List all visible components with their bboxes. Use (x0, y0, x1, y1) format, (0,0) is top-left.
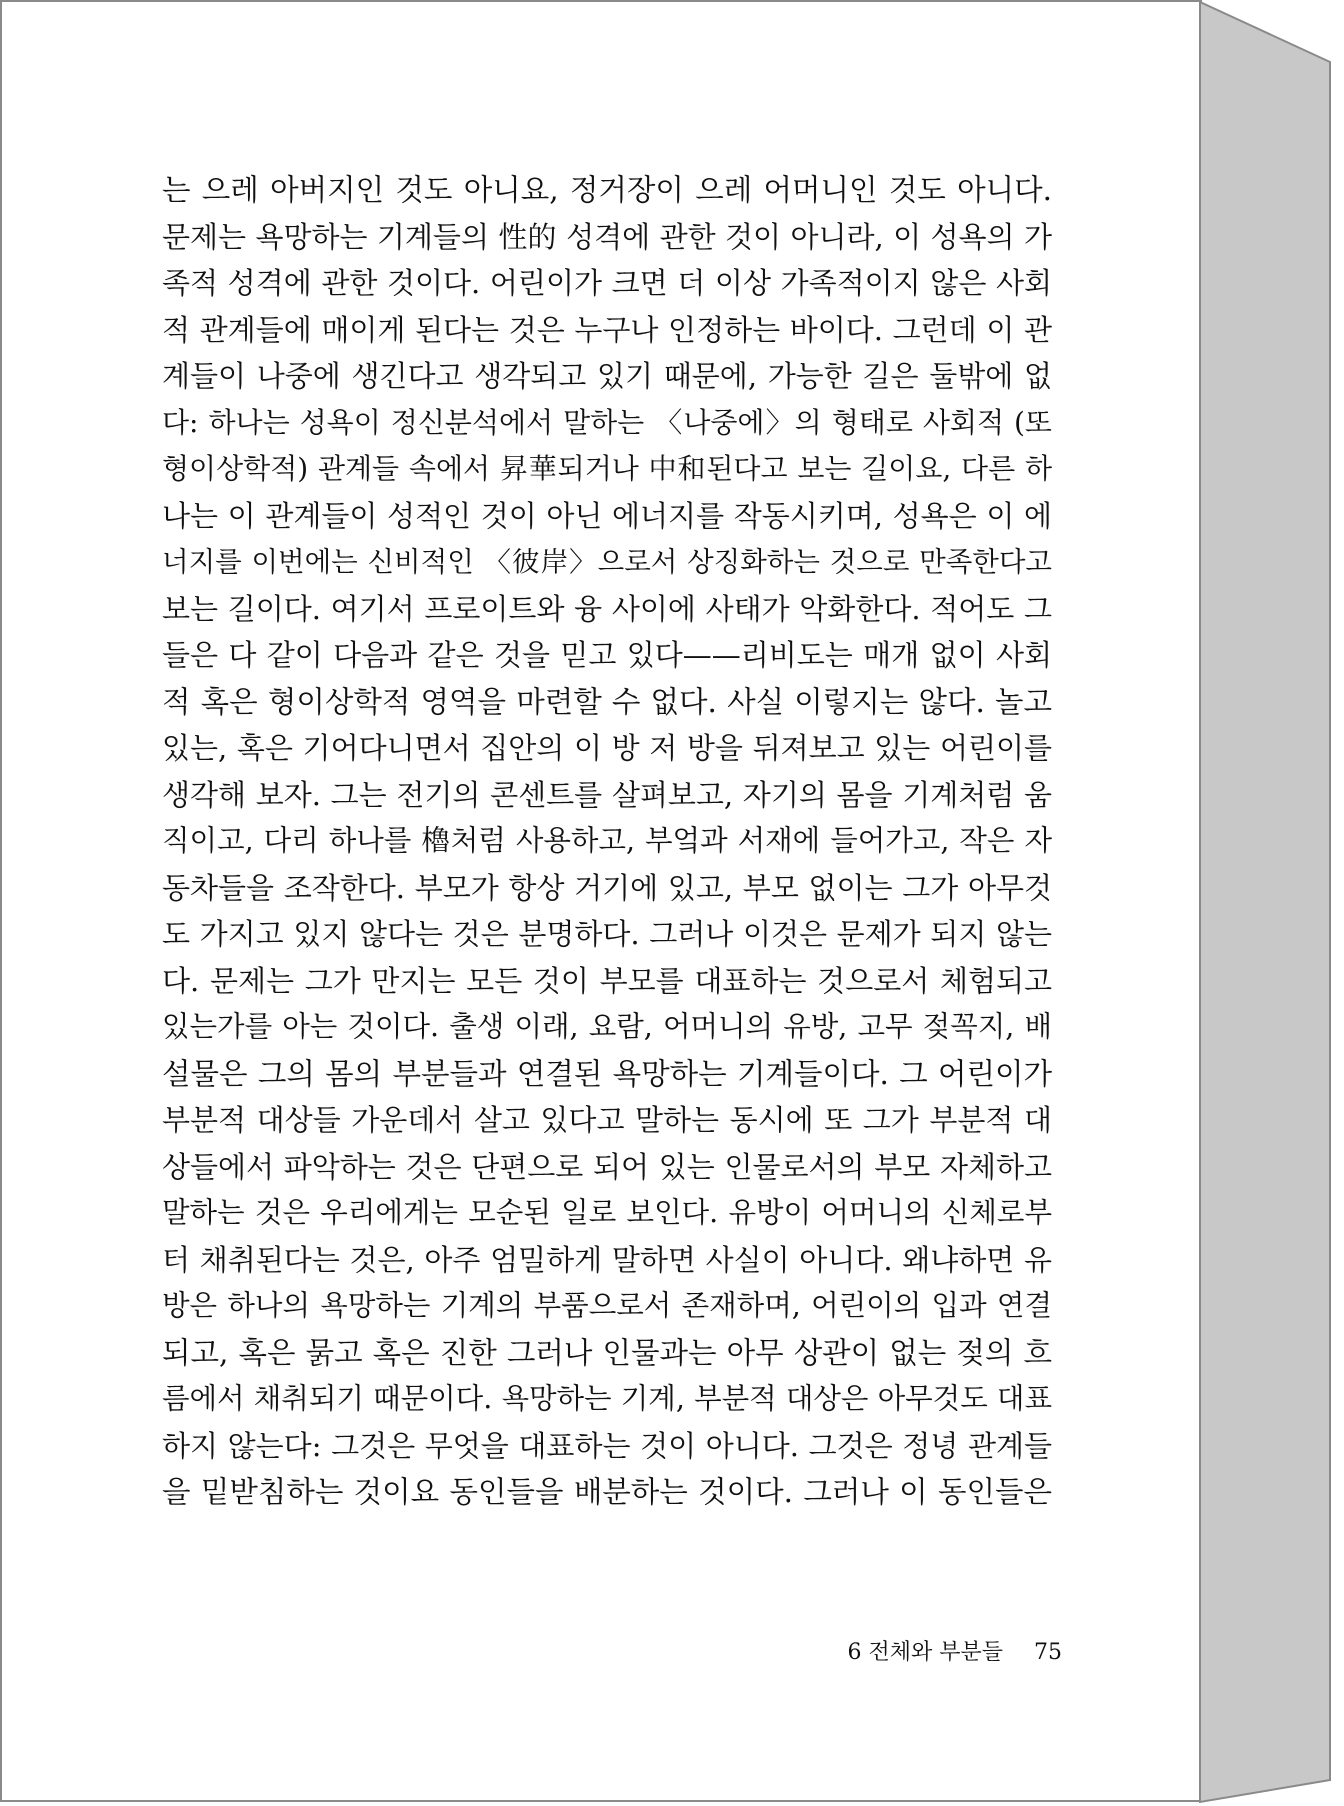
text-line: 형이상학적) 관계들 속에서 昇華되거나 中和된다고 보는 길이요, 다른 하 (162, 452, 1052, 485)
chapter-title: 6 전체와 부분들 (847, 1640, 1003, 1665)
page-number: 75 (1034, 1640, 1062, 1665)
text-line: 너지를 이번에는 신비적인 〈彼岸〉으로서 상징화하는 것으로 만족한다고 (162, 546, 1052, 578)
text-line: 생각해 보자. 그는 전기의 콘센트를 살펴보고, 자기의 몸을 기계처럼 움 (162, 777, 1052, 812)
text-line: 다. 문제는 그가 만지는 모든 것이 부모를 대표하는 것으로서 체험되고 (162, 963, 1052, 998)
text-line: 문제는 욕망하는 기계들의 性的 성격에 관한 것이 아니라, 이 성욕의 가 (162, 219, 1052, 254)
text-line: 동차들을 조작한다. 부모가 항상 거기에 있고, 부모 없이는 그가 아무것 (162, 870, 1052, 905)
text-line: 직이고, 다리 하나를 櫓처럼 사용하고, 부엌과 서재에 들어가고, 작은 자 (162, 824, 1052, 857)
text-line: 적 혹은 형이상학적 영역을 마련할 수 없다. 사실 이렇지는 않다. 놀고 (162, 684, 1052, 719)
text-line: 나는 이 관계들이 성적인 것이 아닌 에너지를 작동시키며, 성욕은 이 에 (162, 498, 1052, 533)
text-line: 을 밑받침하는 것이요 동인들을 배분하는 것이다. 그러나 이 동인들은 (162, 1475, 1052, 1509)
text-line: 있는, 혹은 기어다니면서 집안의 이 방 저 방을 뒤져보고 있는 어린이를 (162, 731, 1052, 765)
text-line: 도 가지고 있지 않다는 것은 분명하다. 그러나 이것은 문제가 되지 않는 (162, 917, 1052, 951)
text-line: 되고, 혹은 묽고 혹은 진한 그러나 인물과는 아무 상관이 없는 젖의 흐 (162, 1335, 1052, 1370)
text-line: 보는 길이다. 여기서 프로이트와 융 사이에 사태가 악화한다. 적어도 그 (162, 591, 1052, 626)
text-line: 적 관계들에 매이게 된다는 것은 누구나 인정하는 바이다. 그런데 이 관 (162, 312, 1052, 347)
text-line: 부분적 대상들 가운데서 살고 있다고 말하는 동시에 또 그가 부분적 대 (162, 1103, 1052, 1137)
text-line: 계들이 나중에 생긴다고 생각되고 있기 때문에, 가능한 길은 둘밖에 없 (162, 359, 1052, 393)
text-line: 족적 성격에 관한 것이다. 어린이가 크면 더 이상 가족적이지 않은 사회 (162, 266, 1052, 300)
text-line: 들은 다 같이 다음과 같은 것을 믿고 있다——리비도는 매개 없이 사회 (162, 638, 1052, 672)
text-line: 다: 하나는 성욕이 정신분석에서 말하는 〈나중에〉의 형태로 사회적 (또 (162, 405, 1052, 439)
text-line: 터 채취된다는 것은, 아주 엄밀하게 말하면 사실이 아니다. 왜냐하면 유 (162, 1242, 1052, 1277)
body-text (162, 167, 1052, 1516)
text-line: 는 으레 아버지인 것도 아니요, 정거장이 으레 어머니인 것도 아니다. (162, 173, 1052, 207)
text-line: 방은 하나의 욕망하는 기계의 부품으로서 존재하며, 어린이의 입과 연결 (162, 1289, 1052, 1322)
text-line: 상들에서 파악하는 것은 단편으로 되어 있는 인물로서의 부모 자체하고 (162, 1149, 1052, 1184)
text-line: 설물은 그의 몸의 부분들과 연결된 욕망하는 기계들이다. 그 어린이가 (162, 1056, 1052, 1091)
text-line: 름에서 채취되기 때문이다. 욕망하는 기계, 부분적 대상은 아무것도 대표 (162, 1382, 1052, 1415)
text-line: 하지 않는다: 그것은 무엇을 대표하는 것이 아니다. 그것은 정녕 관계들 (162, 1428, 1052, 1463)
page-footer (800, 1635, 1062, 1666)
text-line: 말하는 것은 우리에게는 모순된 일로 보인다. 유방이 어머니의 신체로부 (162, 1196, 1052, 1229)
text-line: 있는가를 아는 것이다. 출생 이래, 요람, 어머니의 유방, 고무 젖꼭지, 배 (162, 1010, 1052, 1043)
